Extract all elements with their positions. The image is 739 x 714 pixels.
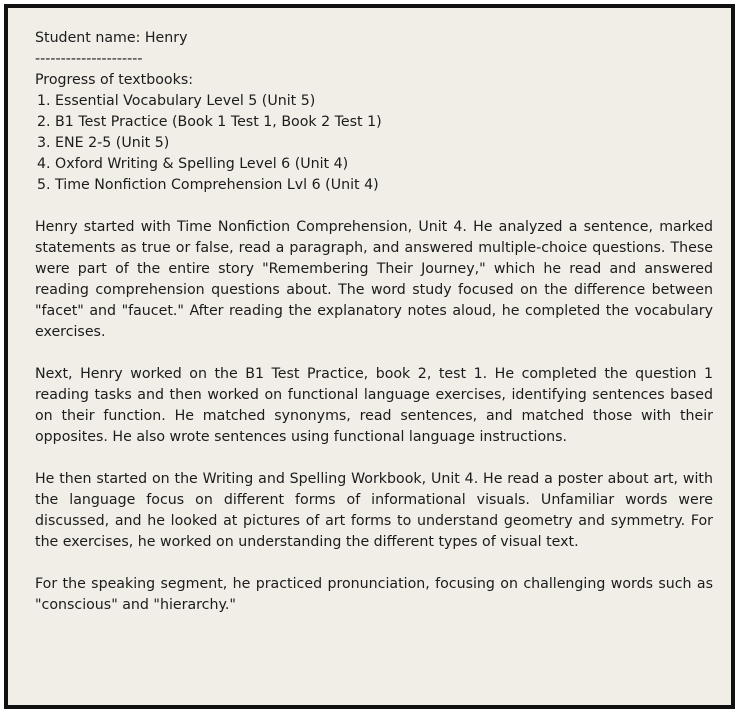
- textbook-item: 3. ENE 2-5 (Unit 5): [37, 135, 170, 151]
- student-name: Student name: Henry: [35, 30, 188, 46]
- paragraph-speaking: For the speaking segment, he practiced pronunciation, focusing on challenging words such as "conscious" and "hierarchy.": [35, 576, 713, 613]
- textbook-item: 2. B1 Test Practice (Book 1 Test 1, Book 2 Test 1): [37, 114, 382, 130]
- report-card: [4, 4, 735, 709]
- paragraph-writing-spelling: He then started on the Writing and Spelling Workbook, Unit 4. He read a poster about art, with the language focus on different forms of informational visuals. Unfamiliar words were discussed, and he looked at pictures of art forms to understand geometry and symmetry. For the exercises, he worked on understanding the different types of visual text.: [35, 471, 713, 550]
- textbook-item: 5. Time Nonfiction Comprehension Lvl 6 (Unit 4): [37, 177, 379, 193]
- paragraph-b1-test: Next, Henry worked on the B1 Test Practice, book 2, test 1. He completed the question 1 reading tasks and then worked on functional language exercises, identifying sentences based on their function. He matched synonyms, read sentences, and matched those with their opposites. He also wrote sentences using functional language instructions.: [35, 366, 713, 445]
- textbook-item: 4. Oxford Writing & Spelling Level 6 (Unit 4): [37, 156, 349, 172]
- separator-line: ---------------------: [35, 51, 143, 67]
- textbook-item: 1. Essential Vocabulary Level 5 (Unit 5): [37, 93, 316, 109]
- report-content: [35, 28, 713, 616]
- textbook-list: [35, 91, 713, 196]
- paragraph-time-nonfiction: Henry started with Time Nonfiction Comprehension, Unit 4. He analyzed a sentence, marked statements as true or false, read a paragraph, and answered multiple-choice questions. These were part of the entire story "Remembering Their Journey," which he read and answered reading comprehension questions about. The word study focused on the difference between "facet" and "faucet." After reading the explanatory notes aloud, he completed the vocabulary exercises.: [35, 219, 713, 340]
- progress-heading: Progress of textbooks:: [35, 72, 193, 88]
